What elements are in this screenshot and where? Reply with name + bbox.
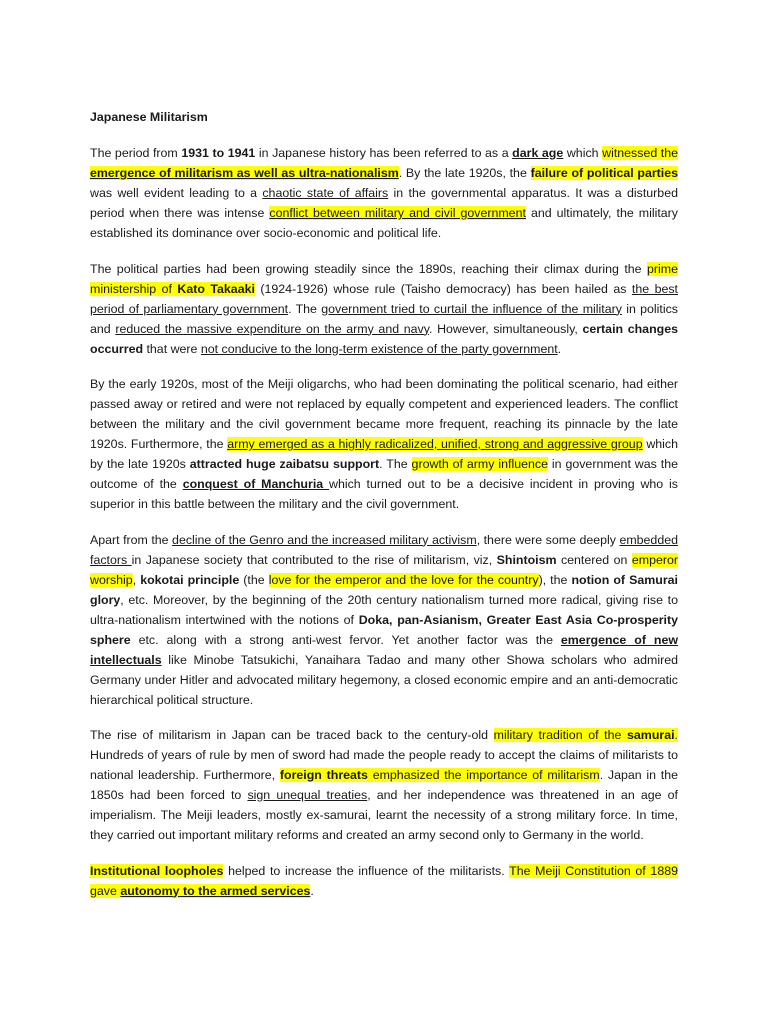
text-run: and ultimately, the military established its dominance over socio-economic and political life. [90,206,678,240]
text-run: By the early 1920s, most of the Meiji oligarchs, who had been dominating the political scenario, had either passed away or retired and were not replaced by equally competent and experienced leaders. The conflict between the military and the civil government became more frequent, reaching its pinnacle by the late 1920s. Furthermore, the [90,377,678,451]
text-run: witnessed the [602,146,679,160]
text-run: decline of the Genro and the increased military activism [172,532,477,547]
text-run: (the [239,572,269,587]
text-run: government tried to curtail the influence of the military [321,301,622,316]
text-run: The Meiji Constitution of 1889 gave [90,863,678,898]
text-run: , and her independence was threatened in an age of imperialism. The Meiji leaders, mostly ex-samurai, learnt the necessity of a strong military force. In time, they carried out important military reforms and created an army second only to Germany in the world. [90,788,678,842]
text-run: emergence of militarism as well as ultra-nationalism [90,166,399,180]
text-run: emperor worship [90,552,678,587]
body-paragraph [90,374,678,514]
text-run: The period from [90,146,182,160]
text-run: centered on [556,552,632,567]
text-run: in government was the outcome of the [90,457,678,491]
text-run: in politics and [90,301,678,336]
text-run: conquest of Manchuria [182,477,330,491]
text-run: . [557,341,562,356]
text-run: Kato Takaaki [177,281,255,296]
text-run: reduced the massive expenditure on the army and navy [115,321,429,336]
text-run: . However, simultaneously, [429,321,583,336]
text-run: . The [379,457,412,471]
text-run: , there were some deeply [476,532,620,547]
text-run: like Minobe Tatsukichi, Yanaihara Tadao and many other Showa scholars who admired Germany under Hitler and advocated military hegemony, a closed economic empire and an anti-democratic hierarchical political structure. [90,652,678,707]
text-run: The political parties had been growing steadily since the 1890s, reaching their climax during the [90,261,648,276]
text-run: emergence of new intellectuals [90,632,678,667]
text-run: , etc. Moreover, by the beginning of the 20th century nationalism turned more radical, giving rise to ultra-nationalism intertwined with the notions of [90,592,678,627]
text-run: which [563,146,603,160]
text-run: conflict between military and civil government [269,206,526,220]
text-run: was well evident leading to a [90,186,263,200]
text-run: The rise of militarism in Japan can be traced back to the century-old [90,728,494,742]
text-run: prime ministership of [90,261,678,296]
text-run: Institutional loopholes [90,863,224,878]
text-run: chaotic state of affairs [262,186,389,200]
text-run: sign unequal treaties [247,788,368,802]
text-run: love for the emperor and the love for the country [268,572,539,587]
text-run: notion of Samurai glory [90,572,678,607]
body-paragraph [90,259,678,359]
body-paragraph [90,143,678,243]
text-run: etc. along with a strong anti-west fervor. Yet another factor was the [130,632,561,647]
text-run: not conducive to the long-term existence of the party government [200,341,558,356]
text-run: army emerged as a highly radicalized, unified, strong and aggressive group [227,437,643,451]
text-run: emphasized the importance of militarism [367,768,600,782]
text-run: dark age [512,146,564,160]
text-run: (1924-1926) whose rule (Taisho democracy) has been hailed as [254,281,632,296]
text-run: 1931 to 1941 [181,146,256,160]
text-run: growth of army influence [411,457,548,471]
text-run: . Japan in the 1850s had been forced to [90,768,679,802]
text-run: in Japanese history has been referred to as a [255,146,513,160]
text-run: which turned out to be a decisive incident in proving who is superior in this battle between the military and the civil government. [90,477,678,511]
text-run: embedded factors [90,532,678,567]
text-run: . [674,728,678,742]
text-run: foreign threats [279,768,368,782]
body-paragraph [90,530,678,710]
text-run: , [132,572,141,587]
text-run: certain changes occurred [90,321,678,356]
text-run: kokotai principle [140,572,240,587]
text-run: . By the late 1920s, the [398,166,531,180]
text-run: Shintoism [496,552,557,567]
text-run: samurai [627,728,675,742]
text-run: Hundreds of years of rule by men of sword had made the people ready to accept the claims of militarists to national leadership. Furthermore, [90,748,678,782]
text-run: ), the [538,572,572,587]
body-paragraph [90,725,678,845]
text-run: helped to increase the influence of the militarists. [223,863,510,878]
text-run: in Japanese society that contributed to the rise of militarism, viz, [131,552,497,567]
document-title: Japanese Militarism [90,110,208,124]
text-run: failure of political parties [530,166,679,180]
text-run: the best period of parliamentary government [90,281,678,316]
text-run: which by the late 1920s [90,437,678,471]
text-run: Apart from the [90,532,173,547]
document-body [90,143,678,901]
body-paragraph [90,861,678,901]
text-run: . [310,883,314,898]
text-run: that were [143,341,201,356]
text-run: autonomy to the armed services [120,883,311,898]
text-run: Doka, pan-Asianism, Greater East Asia Co-prosperity sphere [90,612,678,647]
text-run: . The [288,301,322,316]
text-run: military tradition of the [493,728,628,742]
text-run: in the governmental apparatus. It was a disturbed period when there was intense [90,186,678,220]
text-run: attracted huge zaibatsu support [189,457,380,471]
